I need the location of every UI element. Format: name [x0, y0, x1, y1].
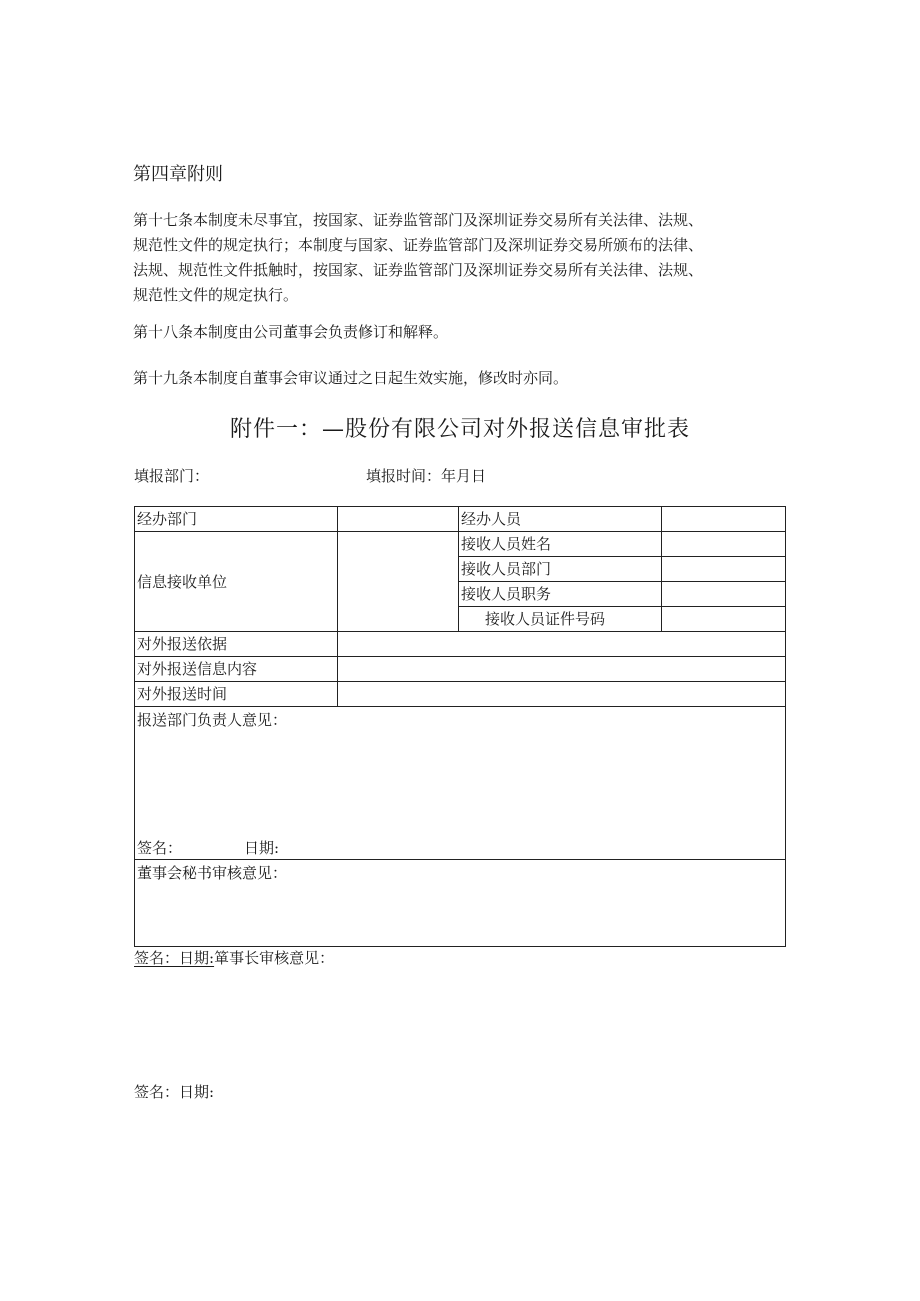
table-row: [135, 860, 786, 947]
article-19-line-1: 第十九条本制度自董事会审议通过之日起生效实施，修改时亦同。: [133, 369, 569, 387]
chapter-heading: 第四章附则: [133, 164, 223, 185]
article-17-line-4: 规范性文件的规定执行。: [133, 286, 299, 304]
chairman-opinion-label: 箪事长审核意见：: [214, 949, 335, 967]
date-label: 日期:: [244, 839, 280, 857]
secretary-opinion-label: 董事会秘书审核意见：: [137, 864, 288, 882]
dept-head-opinion-label: 报送部门负责人意见：: [137, 711, 288, 729]
receiver-name-field[interactable]: [662, 532, 786, 557]
handler-dept-label: 经办部门: [135, 507, 338, 532]
article-17-line-1: 第十七条本制度未尽事宜，按国家、证券监管部门及深圳证券交易所有关法律、法规、: [133, 211, 704, 229]
approval-form-table: [134, 506, 786, 947]
receiver-id-label: 接收人员证件号码: [459, 607, 662, 632]
fill-department-label: 填报部门：: [134, 467, 210, 485]
receiver-position-label: 接收人员职务: [459, 582, 662, 607]
chairman-sign-date: 签名：日期:: [134, 1083, 215, 1101]
receiver-name-label: 接收人员姓名: [459, 532, 662, 557]
dept-head-signature-line: [137, 837, 279, 859]
fill-time-label: 填报时间：年月日: [366, 467, 487, 485]
table-row: [135, 682, 786, 707]
article-19: [133, 366, 793, 391]
content-field[interactable]: [338, 657, 786, 682]
secretary-sign-date: 签名：日期:: [134, 949, 215, 967]
dept-head-opinion-cell[interactable]: [135, 707, 786, 860]
article-17-line-3: 法规、规范性文件抵触时，按国家、证券监管部门及深圳证券交易所有关法律、法规、: [133, 261, 704, 279]
table-row: [135, 632, 786, 657]
appendix-title: 附件一：—股份有限公司对外报送信息审批表: [229, 417, 690, 442]
table-row: [135, 507, 786, 532]
receiver-id-field[interactable]: [662, 607, 786, 632]
handler-person-label: 经办人员: [459, 507, 662, 532]
receiver-position-field[interactable]: [662, 582, 786, 607]
secretary-sign-date-line: [134, 947, 334, 968]
content-label: 对外报送信息内容: [135, 657, 338, 682]
article-17: [133, 208, 793, 308]
receiver-dept-label: 接收人员部门: [459, 557, 662, 582]
table-row: [135, 707, 786, 860]
article-18: [133, 320, 793, 345]
article-17-line-2: 规范性文件的规定执行；本制度与国家、证券监管部门及深圳证券交易所颁布的法律、: [133, 236, 704, 254]
secretary-opinion-cell[interactable]: [135, 860, 786, 947]
time-label: 对外报送时间: [135, 682, 338, 707]
receiver-unit-label: 信息接收单位: [135, 532, 338, 632]
time-field[interactable]: [338, 682, 786, 707]
basis-field[interactable]: [338, 632, 786, 657]
receiver-unit-field[interactable]: [338, 532, 459, 632]
basis-label: 对外报送依据: [135, 632, 338, 657]
handler-person-field[interactable]: [662, 507, 786, 532]
handler-dept-field[interactable]: [338, 507, 459, 532]
sign-label: 签名：: [137, 839, 183, 857]
table-row: [135, 532, 786, 557]
article-18-line-1: 第十八条本制度由公司董事会负责修订和解释。: [133, 323, 449, 341]
table-row: [135, 657, 786, 682]
receiver-dept-field[interactable]: [662, 557, 786, 582]
